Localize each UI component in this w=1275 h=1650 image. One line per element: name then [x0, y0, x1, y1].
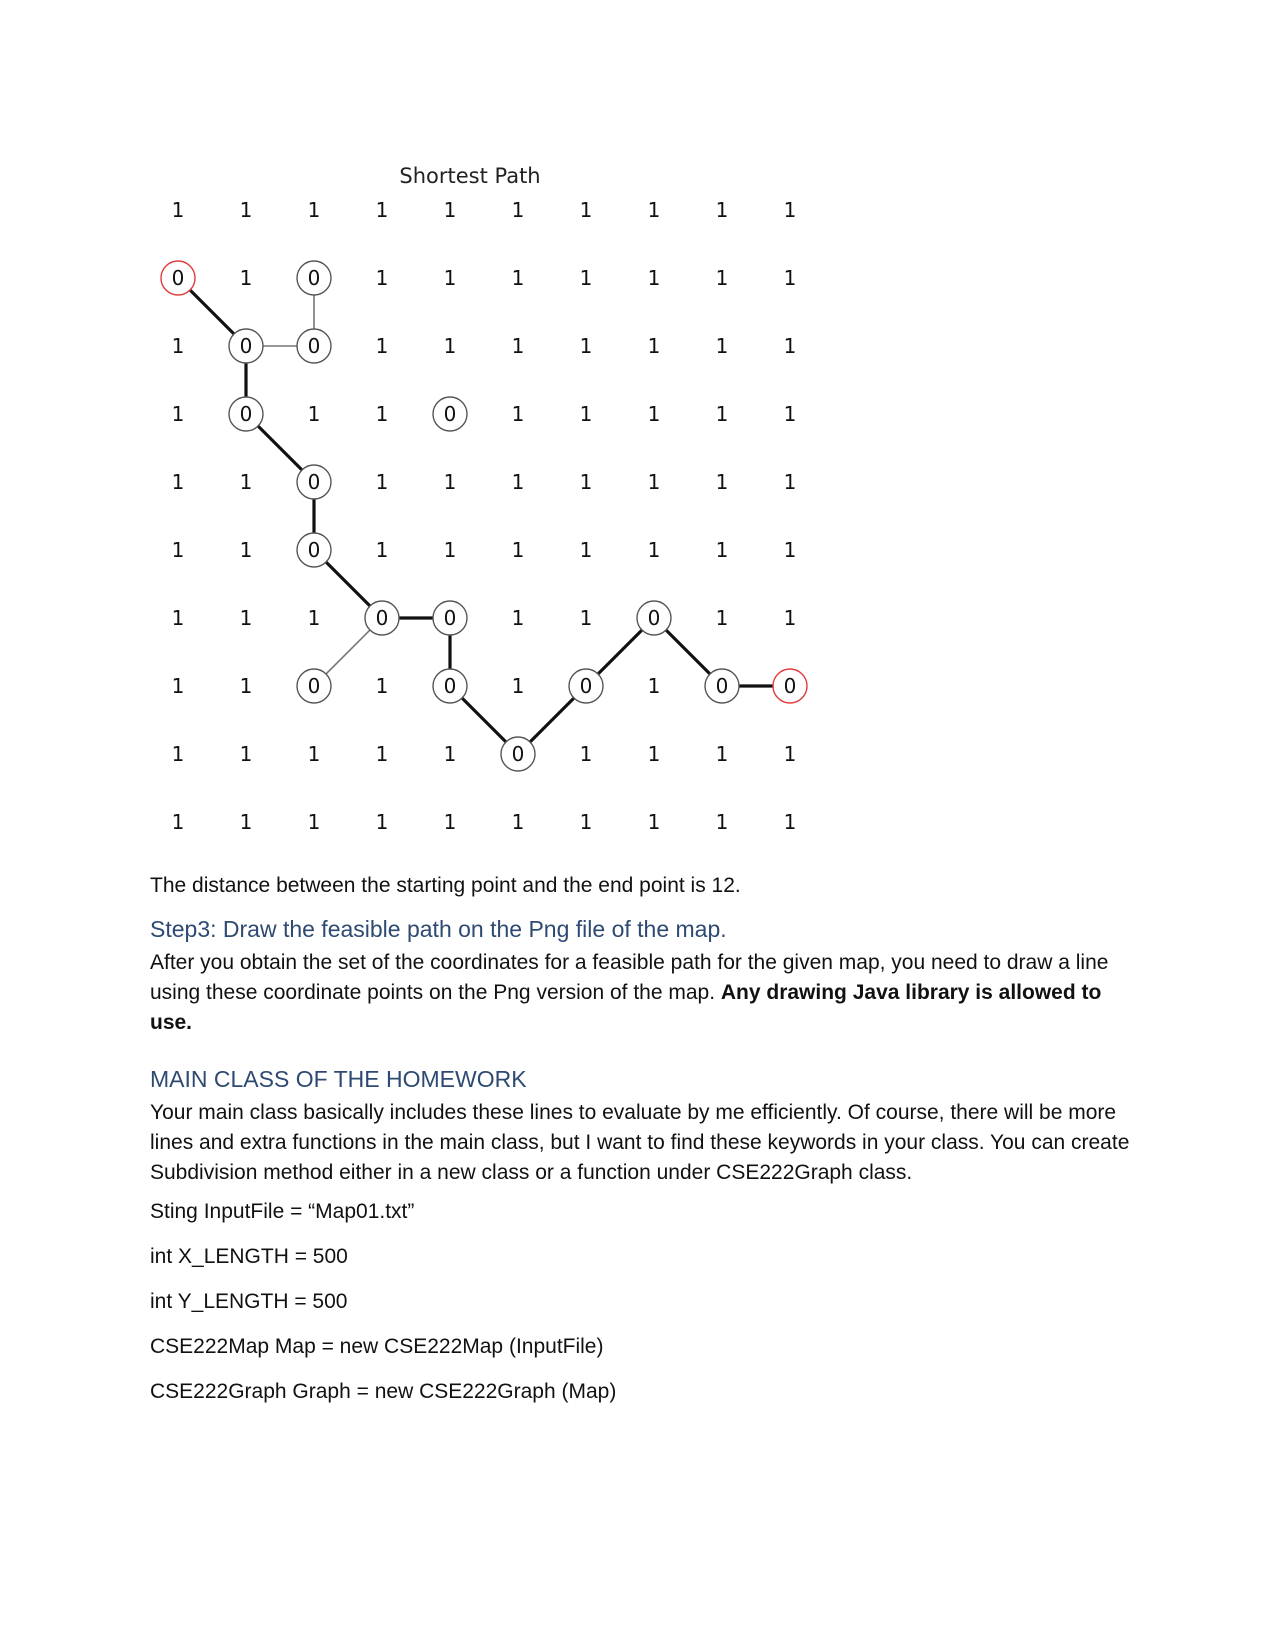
- code-line-input-file: Sting InputFile = “Map01.txt”: [150, 1200, 415, 1223]
- node-label: 0: [239, 334, 253, 358]
- grid-cell-value: 1: [579, 810, 593, 834]
- grid-cell-value: 1: [715, 606, 729, 630]
- grid-cell-value: 1: [443, 742, 457, 766]
- grid-cell-value: 1: [647, 810, 661, 834]
- grid-cell-value: 1: [375, 810, 389, 834]
- grid-cell-value: 1: [375, 266, 389, 290]
- grid-cell-value: 1: [647, 470, 661, 494]
- grid-cell-value: 1: [171, 334, 185, 358]
- node-label: 0: [171, 266, 185, 290]
- grid-cell-value: 1: [715, 402, 729, 426]
- grid-cell-value: 1: [171, 606, 185, 630]
- shortest-path-graph: [150, 160, 850, 880]
- grid-cell-value: 1: [375, 674, 389, 698]
- grid-cell-value: 1: [239, 810, 253, 834]
- grid-cell-value: 1: [511, 538, 525, 562]
- grid-cell-value: 1: [783, 538, 797, 562]
- grid-cell-value: 1: [171, 538, 185, 562]
- grid-cell-value: 1: [443, 266, 457, 290]
- grid-cell-value: 1: [171, 198, 185, 222]
- node-label: 0: [511, 742, 525, 766]
- grid-cell-value: 1: [579, 266, 593, 290]
- grid-cell-value: 1: [783, 266, 797, 290]
- grid-cell-value: 1: [443, 198, 457, 222]
- step3-paragraph: [150, 948, 1140, 1038]
- grid-cell-value: 1: [579, 470, 593, 494]
- main-class-paragraph: Your main class basically includes these lines to evaluate by me efficiently. Of course, there will be more lines and extra functions in the main class, but I want to find these keywords in your class. You can create Subdivision method either in a new class or a function under CSE222Graph class.: [150, 1101, 1130, 1184]
- grid-cell-value: 1: [307, 742, 321, 766]
- node-label: 0: [783, 674, 797, 698]
- grid-cell-value: 1: [511, 402, 525, 426]
- node-label: 0: [307, 266, 321, 290]
- grid-cell-value: 1: [647, 538, 661, 562]
- grid-cell-value: 1: [307, 198, 321, 222]
- node-label: 0: [239, 402, 253, 426]
- grid-cell-value: 1: [375, 470, 389, 494]
- grid-cell-value: 1: [511, 334, 525, 358]
- code-line-map: CSE222Map Map = new CSE222Map (InputFile): [150, 1335, 604, 1358]
- grid-cell-value: 1: [715, 198, 729, 222]
- grid-cell-value: 1: [647, 674, 661, 698]
- grid-cell-value: 1: [307, 402, 321, 426]
- grid-cell-value: 1: [239, 470, 253, 494]
- grid-cell-value: 1: [715, 470, 729, 494]
- node-label: 0: [443, 402, 457, 426]
- grid-cell-value: 1: [783, 470, 797, 494]
- grid-cell-value: 1: [443, 334, 457, 358]
- code-line-y-length: int Y_LENGTH = 500: [150, 1290, 348, 1313]
- step3-body-bold: Any drawing Java library is allowed to use.: [150, 981, 1102, 1034]
- grid-cell-value: 1: [171, 810, 185, 834]
- grid-cell-value: 1: [511, 470, 525, 494]
- code-line-graph: CSE222Graph Graph = new CSE222Graph (Map): [150, 1380, 617, 1403]
- grid-cell-value: 1: [239, 742, 253, 766]
- grid-cell-value: 1: [375, 334, 389, 358]
- grid-cell-value: 1: [647, 402, 661, 426]
- grid-cell-value: 1: [239, 198, 253, 222]
- step3-body: After you obtain the set of the coordinates for a feasible path for the given map, you need to draw a line using these coordinate points on the Png version of the map.: [150, 951, 1109, 1004]
- node-label: 0: [307, 334, 321, 358]
- step3-heading: Step3: Draw the feasible path on the Png file of the map.: [150, 916, 727, 942]
- grid-cell-value: 1: [647, 266, 661, 290]
- node-label: 0: [375, 606, 389, 630]
- node-label: 0: [307, 470, 321, 494]
- grid-cell-value: 1: [647, 198, 661, 222]
- grid-cell-value: 1: [375, 742, 389, 766]
- grid-cell-value: 1: [239, 266, 253, 290]
- grid-cell-value: 1: [375, 538, 389, 562]
- node-label: 0: [443, 674, 457, 698]
- node-label: 0: [307, 538, 321, 562]
- grid-cell-value: 1: [715, 742, 729, 766]
- shortest-path-figure: [150, 160, 850, 880]
- node-label: 0: [715, 674, 729, 698]
- grid-cell-value: 1: [783, 606, 797, 630]
- main-class-heading: MAIN CLASS OF THE HOMEWORK: [150, 1066, 527, 1092]
- grid-cell-value: 1: [511, 674, 525, 698]
- node-label: 0: [443, 606, 457, 630]
- grid-cell-value: 1: [171, 742, 185, 766]
- grid-cell-value: 1: [783, 198, 797, 222]
- grid-cell-value: 1: [715, 334, 729, 358]
- grid-cell-value: 1: [647, 742, 661, 766]
- grid-cell-value: 1: [239, 674, 253, 698]
- grid-cell-value: 1: [511, 606, 525, 630]
- grid-cell-value: 1: [579, 402, 593, 426]
- grid-cell-value: 1: [579, 606, 593, 630]
- grid-cell-value: 1: [443, 470, 457, 494]
- node-label: 0: [307, 674, 321, 698]
- grid-cell-value: 1: [307, 606, 321, 630]
- grid-cell-value: 1: [239, 606, 253, 630]
- grid-cell-value: 1: [375, 402, 389, 426]
- grid-cell-value: 1: [579, 334, 593, 358]
- grid-cell-value: 1: [783, 810, 797, 834]
- grid-cell-value: 1: [783, 402, 797, 426]
- grid-cell-value: 1: [783, 334, 797, 358]
- grid-cell-value: 1: [715, 810, 729, 834]
- grid-cell-value: 1: [443, 538, 457, 562]
- grid-cell-value: 1: [171, 674, 185, 698]
- grid-cell-value: 1: [579, 742, 593, 766]
- grid-cell-value: 1: [307, 810, 321, 834]
- grid-cell-value: 1: [443, 810, 457, 834]
- grid-cell-value: 1: [511, 198, 525, 222]
- grid-cell-value: 1: [579, 538, 593, 562]
- figure-title: Shortest Path: [399, 164, 541, 188]
- grid-cell-value: 1: [171, 470, 185, 494]
- grid-cell-value: 1: [715, 266, 729, 290]
- grid-cell-value: 1: [171, 402, 185, 426]
- node-label: 0: [647, 606, 661, 630]
- grid-cell-value: 1: [375, 198, 389, 222]
- grid-cell-value: 1: [511, 266, 525, 290]
- node-label: 0: [579, 674, 593, 698]
- grid-cell-value: 1: [579, 198, 593, 222]
- grid-cell-value: 1: [239, 538, 253, 562]
- distance-statement: The distance between the starting point and the end point is 12.: [150, 874, 741, 897]
- code-line-x-length: int X_LENGTH = 500: [150, 1245, 348, 1268]
- grid-cell-value: 1: [511, 810, 525, 834]
- grid-cell-value: 1: [783, 742, 797, 766]
- grid-cell-value: 1: [715, 538, 729, 562]
- grid-cell-value: 1: [647, 334, 661, 358]
